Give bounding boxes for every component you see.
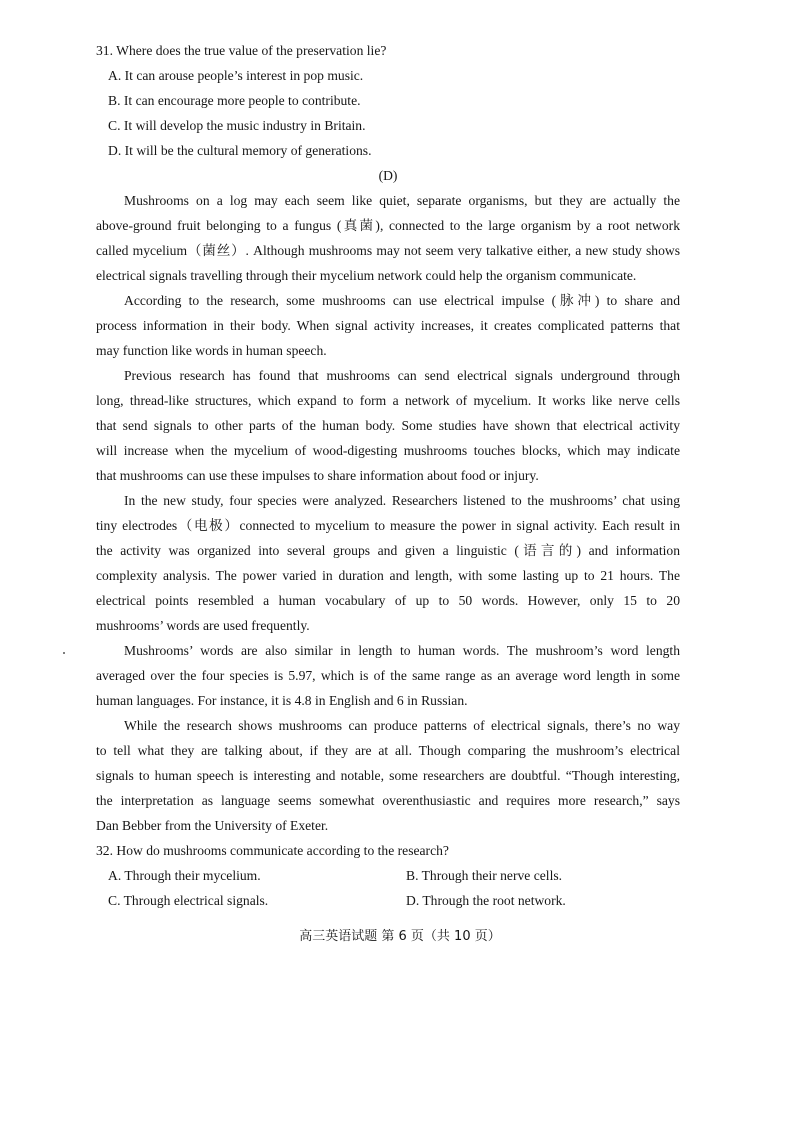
passage-line: that mushrooms can use these impulses to share information about food or injury. xyxy=(96,468,539,483)
passage-line: process information in their body. When signal activity increases, it creates complicated patterns that xyxy=(96,318,680,333)
question-31-stem: 31. Where does the true value of the preservation lie? xyxy=(96,43,387,58)
passage-paragraph-3 xyxy=(96,363,680,488)
passage-line: will increase when the mycelium of wood-digesting mushrooms touches blocks, which may indicate xyxy=(96,443,680,458)
passage-line: electrical points resembled a human vocabulary of up to 50 words. However, only 15 to 20 xyxy=(96,593,680,608)
passage-line: Previous research has found that mushrooms can send electrical signals underground through xyxy=(124,368,680,383)
passage-line: Dan Bebber from the University of Exeter. xyxy=(96,818,329,833)
passage-line: averaged over the four species is 5.97, which is of the same range as an average word length in some xyxy=(96,668,680,683)
passage-line: to tell what they are talking about, if they are at all. Though comparing the mushroom’s electrical xyxy=(96,743,680,758)
passage-line: complexity analysis. The power varied in duration and length, with some lasting up to 21 hours. The xyxy=(96,568,680,583)
question-31-option-b[interactable]: B. It can encourage more people to contribute. xyxy=(108,93,361,108)
passage-line: above-ground fruit belonging to a fungus (真菌), connected to the large organism by a root network xyxy=(96,218,680,233)
passage-line: signals to human speech is interesting and notable, some researchers are doubtful. “Though interesting, xyxy=(96,768,680,783)
page-footer: 高三英语试题 第 6 页（共 10 页） xyxy=(299,929,501,944)
question-32-option-a[interactable]: A. Through their mycelium. xyxy=(108,868,261,883)
question-31-option-d[interactable]: D. It will be the cultural memory of generations. xyxy=(108,143,372,158)
section-label: (D) xyxy=(378,168,398,183)
passage-line: the activity was organized into several groups and given a linguistic (语言的) and information xyxy=(96,543,680,558)
passage-line: that send signals to other parts of the human body. Some studies have shown that electrical activity xyxy=(96,418,680,433)
exam-page xyxy=(96,38,680,913)
passage-line: may function like words in human speech. xyxy=(96,343,327,358)
passage-paragraph-6 xyxy=(96,713,680,838)
passage-line: called mycelium（菌丝）. Although mushrooms may not seem very talkative either, a new study shows xyxy=(96,243,680,258)
question-32-options xyxy=(96,863,680,913)
question-32-option-c[interactable]: C. Through electrical signals. xyxy=(108,893,269,908)
passage-paragraph-5 xyxy=(96,638,680,713)
passage-line: electrical signals travelling through their mycelium network could help the organism communicate. xyxy=(96,268,637,283)
passage-line: In the new study, four species were analyzed. Researchers listened to the mushrooms’ chat using xyxy=(124,493,680,508)
passage-line: the interpretation as language seems somewhat overenthusiastic and requires more research,” says xyxy=(96,793,680,808)
reading-passage xyxy=(96,188,680,838)
passage-line: While the research shows mushrooms can produce patterns of electrical signals, there’s no way xyxy=(124,718,680,733)
passage-line: long, thread-like structures, which expand to form a network of mycelium. It works like nerve cells xyxy=(96,393,680,408)
question-32-option-d[interactable]: D. Through the root network. xyxy=(406,893,566,908)
question-31 xyxy=(96,38,680,163)
question-32 xyxy=(96,838,680,913)
passage-line: According to the research, some mushrooms can use electrical impulse (脉冲) to share and xyxy=(124,293,680,308)
passage-line: Mushrooms on a log may each seem like quiet, separate organisms, but they are actually the xyxy=(124,193,680,208)
passage-paragraph-1 xyxy=(96,188,680,288)
question-31-option-c[interactable]: C. It will develop the music industry in Britain. xyxy=(108,118,366,133)
passage-paragraph-4 xyxy=(96,488,680,638)
passage-line: Mushrooms’ words are also similar in length to human words. The mushroom’s word length xyxy=(124,643,680,658)
passage-paragraph-2 xyxy=(96,288,680,363)
passage-line: tiny electrodes（电极）connected to mycelium to measure the power in signal activity. Each result in xyxy=(96,518,680,533)
scan-speck xyxy=(63,652,65,654)
question-32-stem: 32. How do mushrooms communicate according to the research? xyxy=(96,843,449,858)
passage-line: mushrooms’ words are used frequently. xyxy=(96,618,310,633)
passage-line: human languages. For instance, it is 4.8 in English and 6 in Russian. xyxy=(96,693,468,708)
question-31-option-a[interactable]: A. It can arouse people’s interest in pop music. xyxy=(108,68,364,83)
question-32-option-b[interactable]: B. Through their nerve cells. xyxy=(406,868,563,883)
